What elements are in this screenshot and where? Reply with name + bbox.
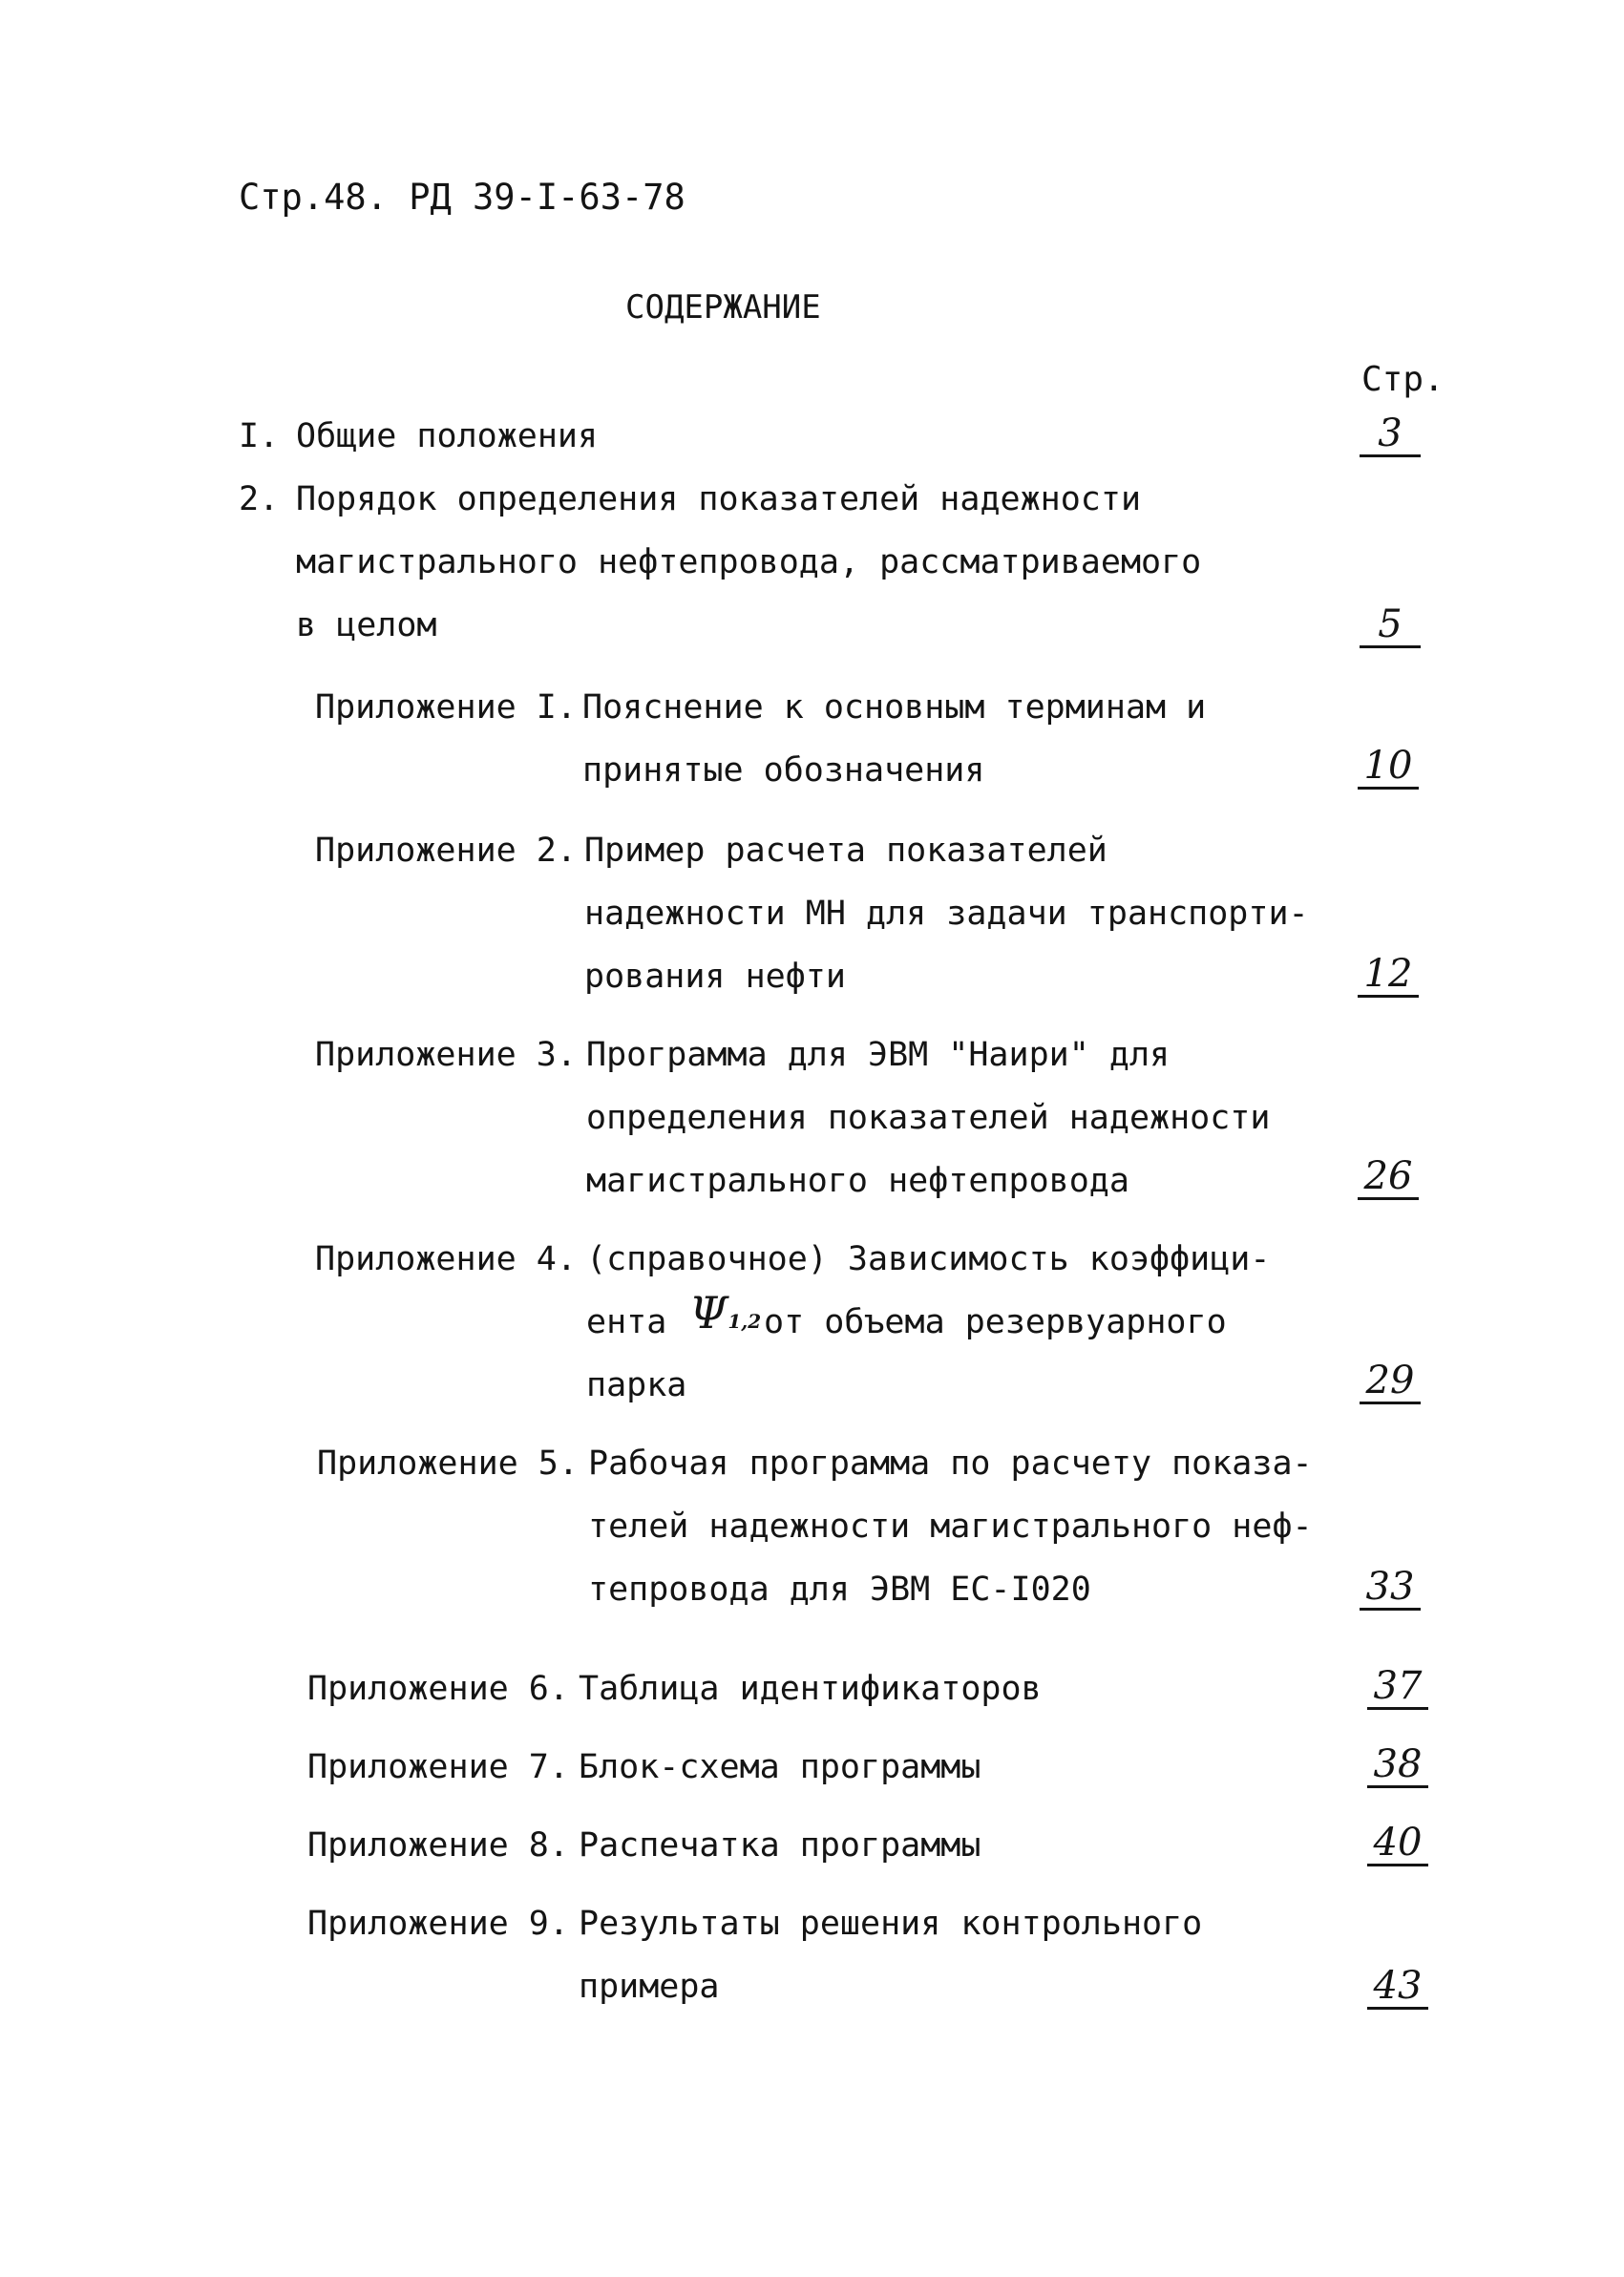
appendix-label: Приложение 5. bbox=[317, 1444, 579, 1483]
toc-page-number: 10 bbox=[1358, 747, 1419, 790]
appendix-line: принятые обозначения bbox=[582, 751, 985, 790]
page-column-label: Стр. bbox=[1361, 360, 1445, 399]
toc-page-number: 38 bbox=[1367, 1745, 1428, 1788]
toc-page-number: 3 bbox=[1360, 414, 1421, 457]
toc-page-number: 43 bbox=[1367, 1967, 1428, 2010]
appendix-label: Приложение 9. bbox=[307, 1905, 569, 1943]
appendix-line: Блок-схема программы bbox=[579, 1748, 981, 1786]
appendix-line: Рабочая программа по расчету показа- bbox=[588, 1444, 1313, 1483]
appendix-line: Таблица идентификаторов bbox=[579, 1670, 1042, 1708]
toc-section-line: магистрального нефтепровода, рассматриваемого bbox=[296, 543, 1202, 581]
toc-section-line: Порядок определения показателей надежности bbox=[296, 480, 1142, 518]
page-title: СОДЕРЖАНИЕ bbox=[625, 288, 821, 327]
appendix-label: Приложение 8. bbox=[307, 1826, 569, 1865]
appendix-line: определения показателей надежности bbox=[586, 1099, 1271, 1137]
toc-page-number: 33 bbox=[1360, 1568, 1421, 1611]
toc-section-line: Общие положения bbox=[296, 417, 599, 455]
appendix-line: магистрального нефтепровода bbox=[586, 1162, 1129, 1200]
toc-page-number: 40 bbox=[1367, 1824, 1428, 1866]
appendix-line: Результаты решения контрольного bbox=[579, 1905, 1203, 1943]
appendix-line: Распечатка программы bbox=[579, 1826, 981, 1865]
appendix-line: Пример расчета показателей bbox=[584, 832, 1107, 870]
psi-subscript: 1,2 bbox=[728, 1310, 762, 1333]
toc-page-number: 26 bbox=[1358, 1157, 1419, 1200]
appendix-line: Пояснение к основным терминам и bbox=[582, 688, 1207, 727]
appendix-label: Приложение I. bbox=[315, 688, 577, 727]
appendix-label: Приложение 4. bbox=[315, 1240, 577, 1278]
appendix-line: от объема резервуарного bbox=[764, 1303, 1227, 1341]
page-header: Стр.48. РД 39-I-63-78 bbox=[239, 177, 685, 218]
appendix-label: Приложение 3. bbox=[315, 1036, 577, 1074]
appendix-line: (справочное) Зависимость коэффици- bbox=[586, 1240, 1271, 1278]
appendix-line: надежности МН для задачи транспорти- bbox=[584, 895, 1309, 933]
toc-page-number: 12 bbox=[1358, 955, 1419, 998]
appendix-line: телей надежности магистрального неф- bbox=[588, 1507, 1313, 1546]
appendix-line: рования нефти bbox=[584, 958, 846, 996]
appendix-line: ента bbox=[586, 1303, 667, 1341]
psi-symbol: Ψ1,2 bbox=[689, 1287, 762, 1339]
appendix-label: Приложение 6. bbox=[307, 1670, 569, 1708]
toc-section-line: в целом bbox=[296, 606, 437, 644]
appendix-label: Приложение 7. bbox=[307, 1748, 569, 1786]
toc-page-number: 29 bbox=[1360, 1361, 1421, 1404]
toc-page-number: 37 bbox=[1367, 1667, 1428, 1710]
toc-section-number: I. bbox=[239, 417, 280, 455]
toc-section-number: 2. bbox=[239, 480, 280, 518]
toc-page-number: 5 bbox=[1360, 605, 1421, 648]
appendix-line: парка bbox=[586, 1366, 687, 1404]
appendix-line: Программа для ЭВМ "Наири" для bbox=[586, 1036, 1171, 1074]
appendix-label: Приложение 2. bbox=[315, 832, 577, 870]
appendix-line: примера bbox=[579, 1968, 720, 2006]
appendix-line: тепровода для ЭВМ ЕС-I020 bbox=[588, 1571, 1091, 1609]
